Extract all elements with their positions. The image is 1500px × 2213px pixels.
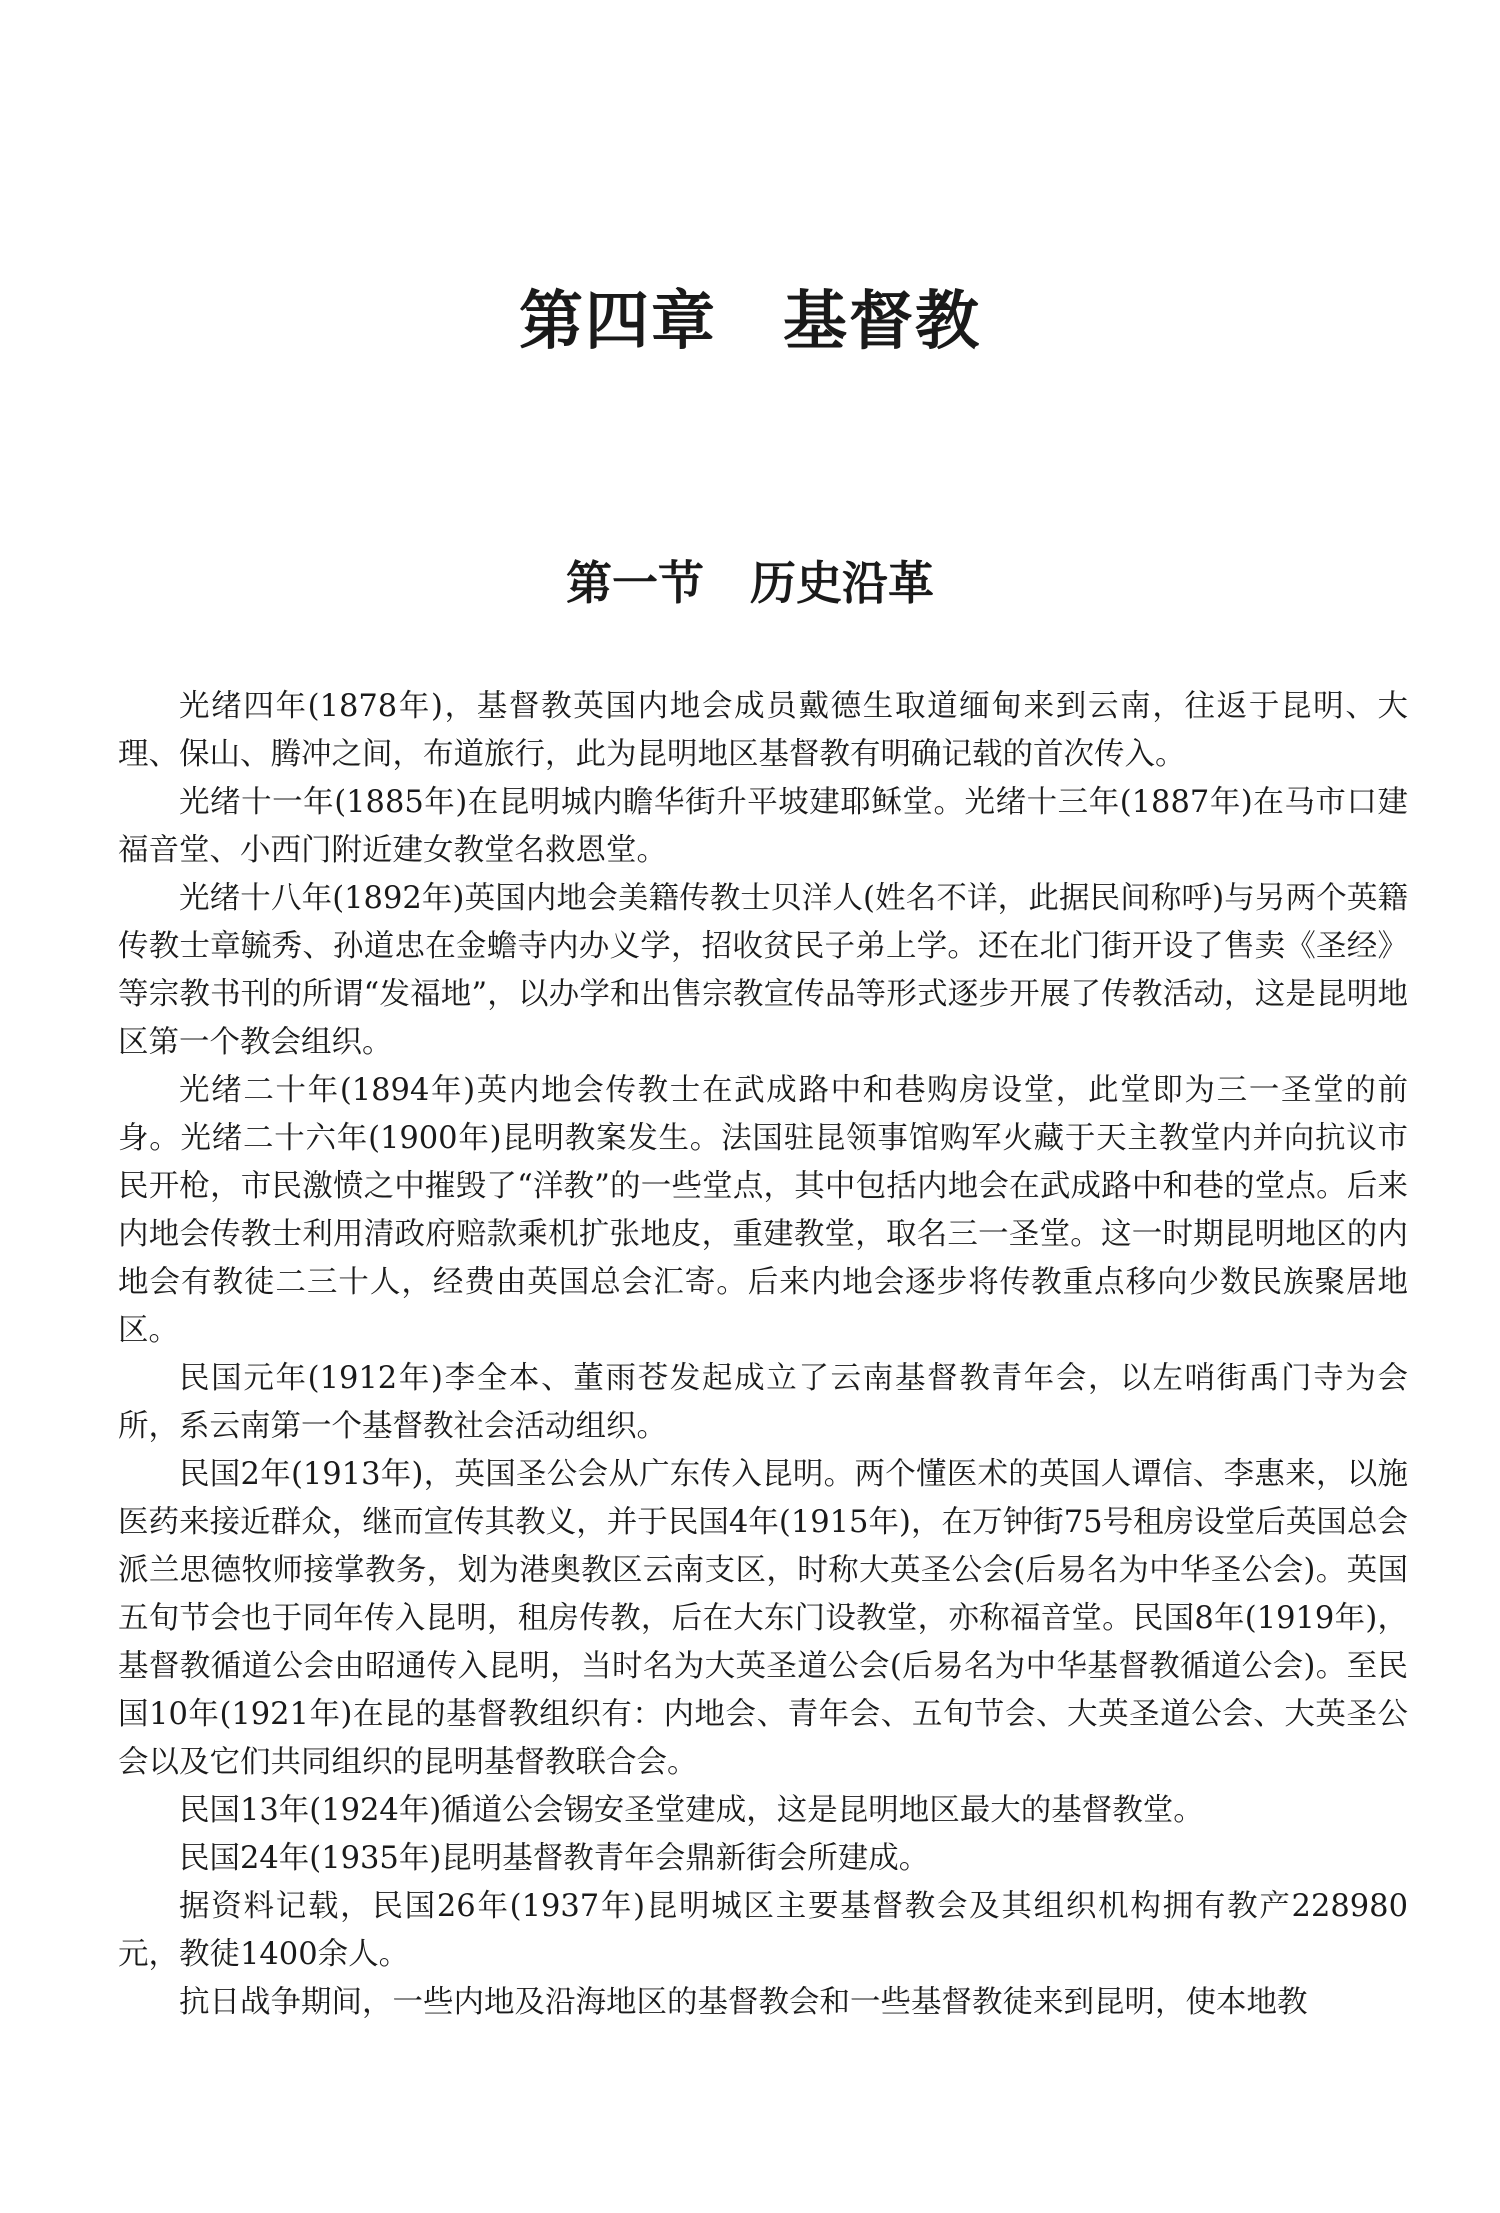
paragraph: 民国2年(1913年)，英国圣公会从广东传入昆明。两个懂医术的英国人谭信、李惠来，以施医药来接近群众，继而宣传其教义，并于民国4年(1915年)，在万钟街75号租房设堂后英国总会派兰思德牧师接掌教务，划为港奥教区云南支区，时称大英圣公会(后易名为中华圣公会)。英国五旬节会也于同年传入昆明，租房传教，后在大东门设教堂，亦称福音堂。民国8年(1919年)，基督教循道公会由昭通传入昆明，当时名为大英圣道公会(后易名为中华基督教循道公会)。至民国10年(1921年)在昆的基督教组织有：内地会、青年会、五旬节会、大英圣道公会、大英圣公会以及它们共同组织的昆明基督教联合会。 [118,1457,1408,1780]
paragraph: 民国13年(1924年)循道公会锡安圣堂建成，这是昆明地区最大的基督教堂。 [179,1793,1204,1828]
paragraph: 民国元年(1912年)李全本、董雨苍发起成立了云南基督教青年会，以左哨街禹门寺为会所，系云南第一个基督教社会活动组织。 [118,1361,1408,1444]
paragraph: 光绪十一年(1885年)在昆明城内瞻华街升平坡建耶稣堂。光绪十三年(1887年)在马市口建福音堂、小西门附近建女教堂名救恩堂。 [118,785,1408,868]
paragraph: 光绪二十年(1894年)英内地会传教士在武成路中和巷购房设堂，此堂即为三一圣堂的前身。光绪二十六年(1900年)昆明教案发生。法国驻昆领事馆购军火藏于天主教堂内并向抗议市民开枪，市民激愤之中摧毁了“洋教”的一些堂点，其中包括内地会在武成路中和巷的堂点。后来内地会传教士利用清政府赔款乘机扩张地皮，重建教堂，取名三一圣堂。这一时期昆明地区的内地会有教徒二三十人，经费由英国总会汇寄。后来内地会逐步将传教重点移向少数民族聚居地区。 [118,1073,1408,1348]
paragraph: 光绪四年(1878年)，基督教英国内地会成员戴德生取道缅甸来到云南，往返于昆明、大理、保山、腾冲之间，布道旅行，此为昆明地区基督教有明确记载的首次传入。 [118,689,1408,772]
chapter-title: 第四章 基督教 [519,285,981,359]
paragraph: 光绪十八年(1892年)英国内地会美籍传教士贝洋人(姓名不详，此据民间称呼)与另两个英籍传教士章毓秀、孙道忠在金蟾寺内办义学，招收贫民子弟上学。还在北门街开设了售卖《圣经》等宗教书刊的所谓“发福地”，以办学和出售宗教宣传品等形式逐步开展了传教活动，这是昆明地区第一个教会组织。 [118,881,1408,1060]
paragraph: 据资料记载，民国26年(1937年)昆明城区主要基督教会及其组织机构拥有教产228980元，教徒1400余人。 [118,1889,1408,1972]
paragraph: 民国24年(1935年)昆明基督教青年会鼎新街会所建成。 [179,1841,930,1876]
body-text [118,683,1408,2027]
section-title: 第一节 历史沿革 [566,556,934,610]
paragraph: 抗日战争期间，一些内地及沿海地区的基督教会和一些基督教徒来到昆明，使本地教 [179,1985,1308,2020]
